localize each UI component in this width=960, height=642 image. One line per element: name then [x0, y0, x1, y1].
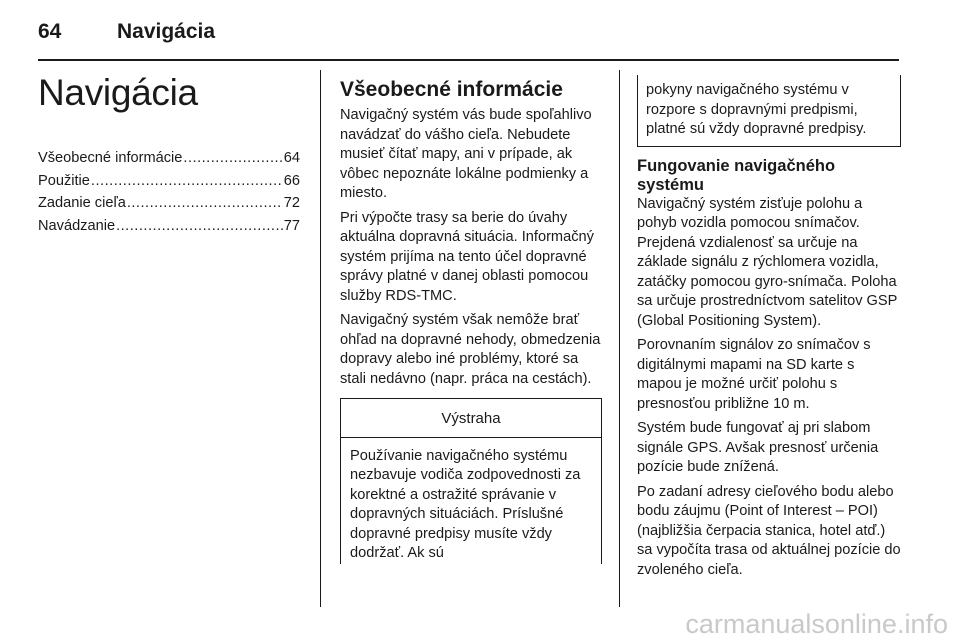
header-rule — [38, 59, 899, 61]
toc-entry-label: Použitie — [38, 172, 90, 189]
toc-entry-label: Zadanie cieľa — [38, 195, 126, 211]
page-number: 64 — [38, 20, 62, 43]
watermark: carmanualsonline.info — [685, 609, 948, 639]
column-divider-right — [619, 70, 620, 607]
paragraph: Pri výpočte trasy sa berie do úvahy aktuálna dopravná situácia. Informačný systém prijíma na tento účel dopravné správy platné v danej oblasti pomocou služby RDS-TMC. — [340, 209, 594, 304]
warning-text: Používanie navigačného systému nezbavuje vodiča zodpovednosti za korektné a ostražité správanie v dopravných situáciách. Príslušné dopravné predpisy musíte vždy dodržať. Ak sú — [350, 447, 581, 561]
paragraph: Systém bude fungovať aj pri slabom signále GPS. Avšak presnosť určenia pozície bude znížená. — [637, 420, 879, 475]
running-header-title: Navigácia — [117, 20, 216, 43]
toc-entry[interactable] — [38, 173, 300, 196]
toc-entry[interactable] — [38, 195, 300, 218]
toc-entry-page: 66 — [283, 172, 300, 189]
paragraph: Navigačný systém zisťuje polohu a pohyb vozidla pomocou snímačov. Prejdená vzdialenosť sa určuje na základe signálu z rýchlomera vozidla, zatáčky pomocou gyro-snímača. Poloha sa určuje prostredníctvom satelitov GSP (Global Positioning System). — [637, 195, 898, 329]
toc-entry-label: Všeobecné informácie — [38, 150, 183, 166]
paragraph: Navigačný systém však nemôže brať ohľad na dopravné nehody, obmedzenia dopravy alebo iné problémy, ktoré sa stali nedávno (napr. práca na cestách). — [340, 312, 601, 387]
chapter-title: Navigácia — [38, 72, 198, 113]
middle-column — [340, 78, 602, 564]
paragraph: Navigačný systém vás bude spoľahlivo navádzať do vášho cieľa. Nebudete musieť čítať mapy, ani v prípade, ak vôbec nepoznáte lokálne podmienky a miesto. — [340, 107, 592, 201]
toc-leader-dots — [116, 218, 283, 234]
toc-entry-label: Navádzanie — [38, 217, 116, 234]
paragraph: Po zadaní adresy cieľového bodu alebo bodu záujmu (Point of Interest – POI) (najbližšia čerpacia stanica, hotel atď.) sa vypočíta trasa od aktuálnej pozície do zvoleného cieľa. — [637, 483, 901, 578]
toc-entry-page: 64 — [283, 150, 300, 166]
toc-entry[interactable] — [38, 150, 300, 173]
table-of-contents — [38, 150, 300, 240]
toc-entry-page: 77 — [283, 217, 300, 234]
toc-entry[interactable] — [38, 218, 300, 241]
warning-box — [340, 398, 602, 564]
column-divider-left — [320, 70, 321, 607]
warning-title: Výstraha — [341, 399, 601, 438]
section-heading: Fungovanie navigačného systému — [637, 156, 836, 194]
toc-leader-dots — [183, 150, 282, 166]
right-column — [637, 75, 901, 585]
toc-leader-dots — [127, 195, 283, 211]
warning-box-continued: pokyny navigačného systému v rozpore s dopravnými predpismi, platné sú vždy dopravné predpisy. — [637, 75, 901, 147]
section-heading: Všeobecné informácie — [340, 78, 563, 101]
paragraph: Porovnaním signálov zo snímačov s digitálnymi mapami na SD karte s mapou je možné určiť polohu s presnosťou približne 10 m. — [637, 337, 871, 412]
toc-leader-dots — [91, 173, 283, 189]
toc-entry-page: 72 — [283, 195, 300, 211]
